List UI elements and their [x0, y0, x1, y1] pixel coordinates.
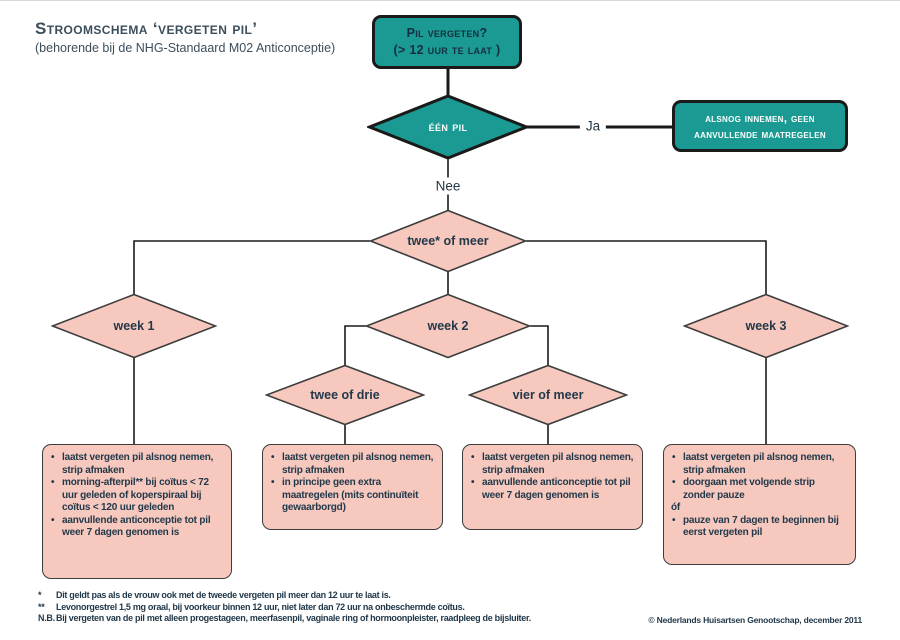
decision-week2-label: week 2 [427, 319, 469, 333]
list-item: • pauze van 7 dagen te beginnen bij eerst vergeten pil [671, 515, 848, 540]
action-list-twee-of-drie [270, 452, 435, 515]
decision-twee-of-meer [369, 209, 527, 273]
footnote [38, 590, 531, 602]
decision-een-pil [367, 94, 529, 160]
list-item: óf [671, 502, 681, 513]
action-box-week3 [663, 444, 856, 565]
edge-label-nee: Nee [430, 178, 467, 195]
decision-week3 [683, 293, 849, 359]
footnote-text: Dit geldt pas als de vrouw ook met de tweede vergeten pil meer dan 12 uur te laat is. [56, 590, 391, 600]
decision-een-pil-label: één pil [428, 120, 468, 134]
connector-to-twee-of-drie [345, 326, 367, 365]
footnote [38, 602, 531, 614]
list-item: • laatst vergeten pil alsnog nemen, strip afmaken [50, 452, 224, 477]
node-alsnog-innemen [672, 100, 848, 152]
decision-vier-of-meer [468, 364, 628, 426]
action-box-week1 [42, 444, 232, 579]
action-box-twee-of-drie [262, 444, 443, 530]
connector-to-week3 [526, 241, 766, 294]
node-start-line1: Pil vergeten? [406, 26, 488, 41]
list-item: • doorgaan met volgende strip zonder pauze [671, 477, 848, 502]
node-start [372, 15, 522, 69]
decision-twee-of-meer-label: twee* of meer [407, 234, 489, 248]
connector-to-week1 [134, 241, 370, 294]
action-list-week1 [50, 452, 224, 540]
action-box-vier-of-meer [462, 444, 643, 530]
decision-twee-of-drie-label: twee of drie [310, 388, 380, 402]
action-list-vier-of-meer [470, 452, 635, 502]
edge-label-ja: Ja [580, 118, 606, 135]
connector-to-vier-of-meer [530, 326, 548, 365]
list-item: • laatst vergeten pil alsnog nemen, strip afmaken [470, 452, 635, 477]
decision-week3-label: week 3 [745, 319, 787, 333]
footnote-text: Bij vergeten van de pil met alleen progestageen, meerfasenpil, vaginale ring of hormoonpleister, raadpleeg de bijsluiter. [56, 613, 531, 623]
node-alsnog-line2: aanvullende maatregelen [694, 127, 826, 141]
node-start-line2: (> 12 uur te laat ) [393, 43, 501, 57]
footnotes [38, 590, 531, 625]
list-item: • laatst vergeten pil alsnog nemen, strip afmaken [270, 452, 435, 477]
list-item: • aanvullende anticonceptie tot pil weer 7 dagen genomen is [470, 477, 635, 502]
node-alsnog-line1: alsnog innemen, geen [705, 110, 815, 125]
page-subtitle: (behorende bij de NHG-Standaard M02 Anticonceptie) [35, 41, 336, 55]
list-item: • in principe geen extra maatregelen (mits continuïteit gewaarborgd) [270, 477, 435, 515]
page-title: Stroomschema ‘vergeten pil’ [35, 19, 258, 38]
footnote-text: Levonorgestrel 1,5 mg oraal, bij voorkeur binnen 12 uur, niet later dan 72 uur na onbeschermde coïtus. [56, 601, 465, 612]
footnote-marker: N.B. [38, 613, 55, 623]
list-item: • laatst vergeten pil alsnog nemen, strip afmaken [671, 452, 848, 477]
footnote-marker: * [38, 590, 42, 600]
decision-week1 [51, 293, 217, 359]
list-item: • aanvullende anticonceptie tot pil weer 7 dagen genomen is [50, 515, 224, 540]
footnote-marker: ** [38, 601, 45, 612]
list-item: • morning-afterpil** bij coïtus < 72 uur geleden of koperspiraal bij coïtus < 120 uur geleden [50, 477, 224, 515]
decision-vier-of-meer-label: vier of meer [512, 388, 584, 402]
copyright: © Nederlands Huisartsen Genootschap, december 2011 [648, 615, 862, 625]
decision-twee-of-drie [265, 364, 425, 426]
action-list-week3 [671, 452, 848, 540]
decision-week2 [365, 293, 531, 359]
decision-week1-label: week 1 [113, 319, 155, 333]
footnote [38, 613, 531, 625]
